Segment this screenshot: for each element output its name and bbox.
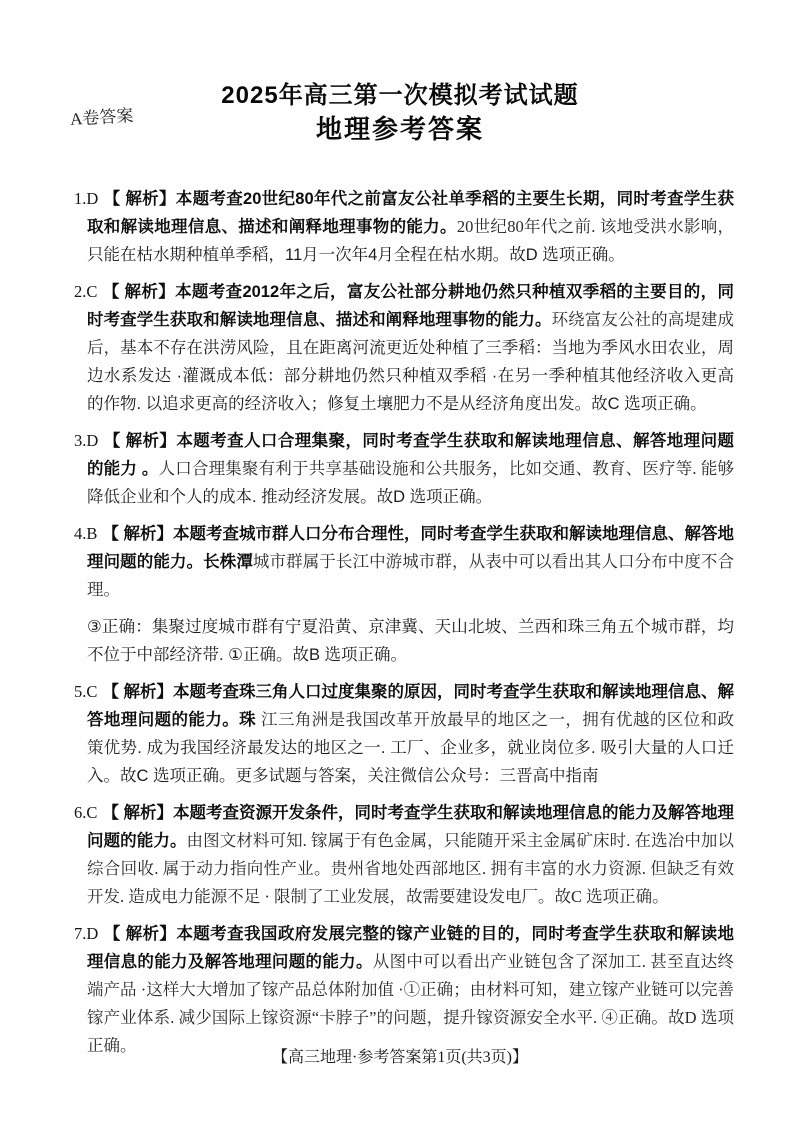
answer-item-4 xyxy=(74,520,734,604)
analysis-body-1: 在枯水期种植单季稻，11月一次年4月全程在枯水期。故D 选项正确。 xyxy=(120,246,625,264)
answer-label-1: 1.D xyxy=(74,189,99,208)
answers-list xyxy=(74,185,734,1069)
answer-item-3 xyxy=(74,427,734,511)
analysis-marker-3: 【 解析】 xyxy=(103,432,177,450)
answer-label-4: 4.B xyxy=(74,524,98,543)
analysis-body-4b: ③正确：集聚过度城市群有宁夏沿黄、京津冀、天山北坡、兰西和珠三角五个城市群，均不位于中部经济带. ①正确。故B 选项正确。 xyxy=(87,618,734,664)
analysis-question-4: 本题考查城市群人口分布合理性，同时考查学生获取和解读地理信息、解答地理问题的能力。长株潭 xyxy=(87,525,734,571)
analysis-serif-4: 城市群属于长江中游城市群，从表中可以看出其人口分布中度不合理。 xyxy=(87,552,735,599)
analysis-body-2: 本不存在洪涝风险，且在距离河流更近处种植了三季稻：当地为季风水田农业，周边水系发达 ·灌溉成本低：部分耕地仍然只种植双季稻 ·在另一季种植其他经济收入更高的作物. 以追求更高的经济收入；修复土壤肥力不是从经济角度出发。故C 选项正确。 xyxy=(87,339,735,413)
answer-label-5: 5.C xyxy=(74,682,98,701)
answer-label-6: 6.C xyxy=(74,803,98,822)
analysis-question-1: 本题考查20世纪80年代之前富友公社单季稻的主要生长期，同时考查学生获取和解读地理信息、描述和阐释地理事物的能力。 xyxy=(87,190,734,236)
answer-item-6 xyxy=(74,799,734,911)
answer-item-5 xyxy=(74,678,734,790)
analysis-marker-2: 【 解析】 xyxy=(102,283,176,301)
answer-item-1 xyxy=(74,185,734,269)
analysis-serif-5: 江三角洲是我国改革开放最早的地区之一，拥有优越的区位和政策优 xyxy=(87,710,734,757)
analysis-body-5: 势. 成为我国经济最发达的地区之一. 工厂、企业多，就业岗位多. 吸引大量的人口迁入。故C 选项正确。更多试题与答案，关注微信公众号：三晋高中指南 xyxy=(87,739,734,785)
analysis-marker-6: 【 解析】 xyxy=(102,804,173,822)
analysis-body-3: 和个人的成本. 推动经济发展。故D 选项正确。 xyxy=(153,488,493,506)
analysis-serif-7: 从图中可以看出产业链包含了深加工. 甚至直达终端产品 ·这样大大增加了镓产品总体附加值 ·①正确；由材料可知，建立镓产业链可以完善镓产业体系. 减少国际上镓资源“卡脖子”的问题，提升镓资源安全水平. ④正确。故D 选项正确。 xyxy=(87,952,735,1055)
answer-label-2: 2.C xyxy=(74,282,98,301)
analysis-marker-7: 【 解析】 xyxy=(103,925,177,943)
answer-item-7 xyxy=(74,920,734,1060)
analysis-serif-6: 由图文材料可知. 镓属于有色金属，只能随开采主金属矿床时. 在选冶中加以综合回收. 属于动力指向性产业。贵州省地处西部地区. 拥有丰富的水力资源. 但缺乏有效开发. 造成电力能源不足 · 限制了工业发展，故需要建设发电厂。故C 选项正确。 xyxy=(87,831,735,906)
analysis-question-3: 本题考查人口合理集聚，同时考查学生获取和解读地理信息、解答地理问题的能力 。 xyxy=(87,432,735,478)
answer-label-3: 3.D xyxy=(74,431,99,450)
analysis-serif-2: 环绕富友公社的高堤建成后，基 xyxy=(87,310,735,357)
analysis-serif-3: 人口合理集聚有利于共享基础设施和公共服务，比如交通、教育、医疗等. 能够降低企业 xyxy=(87,459,735,506)
analysis-serif-1: 20世纪80年代之前. 该地受洪水影响，只能 xyxy=(87,217,735,264)
analysis-question-2: 本题考查2012年之后，富友公社部分耕地仍然只种植双季稻的主要目的，同时考查学生获取和解读地理信息、描述和阐释地理事物的能力。 xyxy=(87,283,734,329)
analysis-question-6: 本题考查资源开发条件，同时考查学生获取和解读地理信息的能力及解答地理问题的能力。 xyxy=(87,804,734,850)
subject-answer-title: 地理参考答案 xyxy=(315,114,484,144)
page-footer: 【高三地理·参考答案第1页(共3页)】 xyxy=(272,1049,528,1066)
answer-label-7: 7.D xyxy=(74,924,99,943)
analysis-question-5: 本题考查珠三角人口过度集聚的原因，同时考查学生获取和解读地理信息、解答地理问题的能力。珠 xyxy=(87,683,734,729)
analysis-marker-4: 【 解析】 xyxy=(102,525,173,543)
analysis-question-7: 本题考查我国政府发展完整的镓产业链的目的，同时考查学生获取和解读地理信息的能力及解答地理问题的能力。 xyxy=(87,925,735,971)
answer-item-4-continued xyxy=(74,613,734,669)
exam-title: 2025年高三第一次模拟考试试题 xyxy=(221,82,579,109)
answer-item-2 xyxy=(74,278,734,418)
analysis-marker-1: 【 解析】 xyxy=(103,190,176,208)
analysis-marker-5: 【 解析】 xyxy=(102,683,173,701)
paper-version-label: A卷答案 xyxy=(69,106,134,129)
